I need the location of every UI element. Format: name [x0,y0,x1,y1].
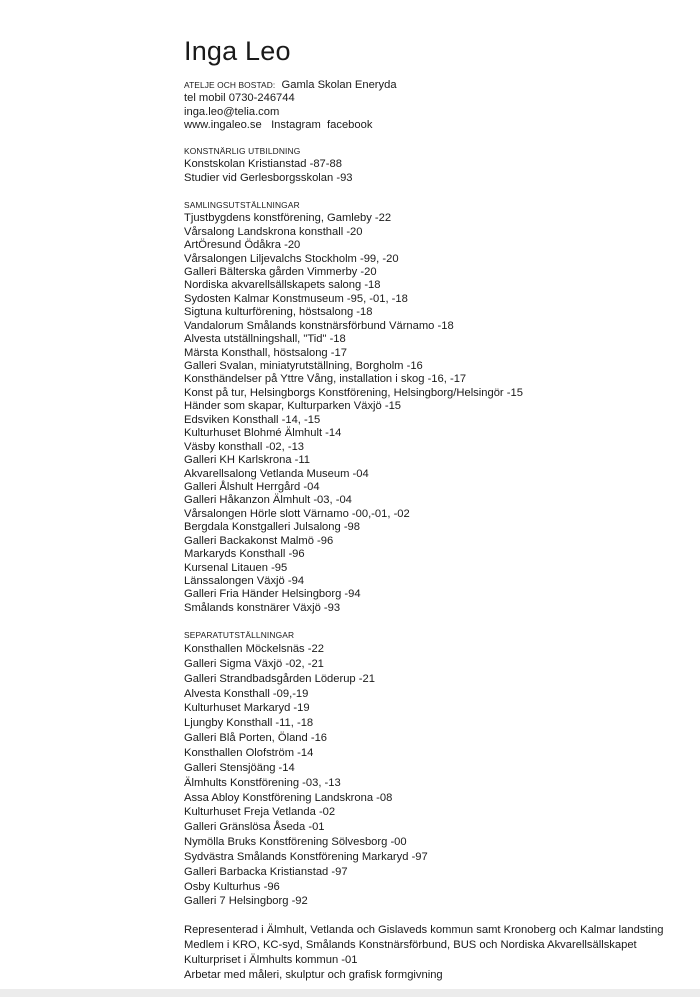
spacer [184,132,684,145]
education-heading: KONSTNÄRLIG UTBILDNING [184,146,301,157]
group-exhibitions-list [184,212,684,615]
page-bottom-edge [0,989,700,997]
list-item: Galleri 7 Helsingborg -92 [184,895,308,908]
list-item: Galleri Håkanzon Älmhult -03, -04 [184,494,352,507]
list-item: ArtÖresund Ödåkra -20 [184,239,301,252]
list-item: Markaryds Konsthall -96 [184,548,305,561]
list-item: Sigtuna kulturförening, höstsalong -18 [184,306,373,319]
website-link[interactable]: www.ingaleo.se [184,118,262,131]
cv-document [184,36,684,983]
list-item: Galleri Backakonst Malmö -96 [184,534,334,547]
list-item: Alvesta utställningshall, "Tid" -18 [184,333,346,346]
facebook-link[interactable]: facebook [327,118,373,131]
list-item: Sydosten Kalmar Konstmuseum -95, -01, -18 [184,292,408,305]
list-item: Studier vid Gerlesborgsskolan -93 [184,171,353,184]
artist-name: Inga Leo [184,36,291,66]
solo-exhibitions-list [184,642,684,909]
list-item: Märsta Konsthall, höstsalong -17 [184,346,347,359]
list-item: Kulturhuset Freja Vetlanda -02 [184,806,336,819]
list-item: Vandalorum Smålands konstnärsförbund Värnamo -18 [184,319,454,332]
list-item: Konsthallen Olofström -14 [184,747,314,760]
spacer [184,909,684,923]
list-item: Sydvästra Smålands Konstförening Markaryd -97 [184,850,428,863]
list-item: Vårsalong Landskrona konsthall -20 [184,225,363,238]
group-exhibitions-heading: SAMLINGSUTSTÄLLNINGAR [184,199,300,210]
list-item: Smålands konstnärer Växjö -93 [184,601,341,614]
email-link[interactable] [184,106,684,119]
spacer [184,615,684,629]
list-item: Kursenal Litauen -95 [184,561,288,574]
list-item: Nordiska akvarellsällskapets salong -18 [184,279,381,292]
membership-note: Medlem i KRO, KC-syd, Smålands Konstnärsförbund, BUS och Nordiska Akvarellsällskapet [184,938,637,951]
solo-exhibitions-heading: SEPARATUTSTÄLLNINGAR [184,629,295,640]
spacer [184,185,684,199]
list-item: Konstskolan Kristianstad -87-88 [184,158,342,171]
list-item: Bergdala Konstgalleri Julsalong -98 [184,521,361,534]
studio-label: ATELJE OCH BOSTAD: [184,80,276,90]
list-item: Galleri Sigma Växjö -02, -21 [184,657,324,670]
representation-note: Representerad i Älmhult, Vetlanda och Gislaveds kommun samt Kronoberg och Kalmar landsting [184,923,664,936]
list-item: Alvesta Konsthall -09,-19 [184,687,309,700]
summary-section [184,923,684,983]
list-item: Galleri Svalan, miniatyrutställning, Borgholm -16 [184,360,423,372]
list-item: Galleri Strandbadsgården Löderup -21 [184,672,375,685]
education-section [184,145,684,185]
list-item: Ljungby Konsthall -11, -18 [184,717,314,730]
list-item: Händer som skapar, Kulturparken Växjö -15 [184,400,402,413]
list-item: Galleri Ålshult Herrgård -04 [184,480,320,493]
instagram-link[interactable]: Instagram [271,118,321,131]
list-item: Edsviken Konsthall -14, -15 [184,413,321,426]
list-item: Galleri Bälterska gården Vimmerby -20 [184,265,377,278]
list-item: Akvarellsalong Vetlanda Museum -04 [184,467,369,480]
list-item: Tjustbygdens konstförening, Gamleby -22 [184,212,392,225]
list-item: Osby Kulturhus -96 [184,880,280,893]
solo-exhibitions-section [184,629,684,909]
list-item: Galleri Barbacka Kristianstad -97 [184,865,348,878]
contact-block [184,79,684,132]
studio-value: Gamla Skolan Eneryda [281,79,397,91]
list-item: Galleri KH Karlskrona -11 [184,454,311,467]
list-item: Länssalongen Växjö -94 [184,575,305,587]
list-item: Vårsalongen Liljevalchs Stockholm -99, -20 [184,252,399,265]
studio-address [184,79,684,92]
list-item: Galleri Gränslösa Åseda -01 [184,821,325,834]
list-item: Vårsalongen Hörle slott Värnamo -00,-01, -02 [184,507,410,520]
list-item: Nymölla Bruks Konstförening Sölvesborg -00 [184,836,407,849]
education-list [184,158,684,185]
list-item: Galleri Stensjöäng -14 [184,761,295,774]
list-item: Galleri Fria Händer Helsingborg -94 [184,588,361,601]
list-item: Kulturhuset Blohmé Älmhult -14 [184,427,342,440]
list-item: Kulturhuset Markaryd -19 [184,702,310,715]
award-note: Kulturpriset i Älmhults kommun -01 [184,953,358,966]
list-item: Galleri Blå Porten, Öland -16 [184,732,328,745]
group-exhibitions-section [184,199,684,615]
list-item: Älmhults Konstförening -03, -13 [184,776,341,789]
list-item: Assa Abloy Konstförening Landskrona -08 [184,791,393,804]
list-item: Konsthallen Möckelsnäs -22 [184,643,324,656]
list-item: Konst på tur, Helsingborgs Konstförening, Helsingborg/Helsingör -15 [184,386,523,399]
phone-number: tel mobil 0730-246744 [184,92,295,105]
email-address[interactable]: inga.leo@telia.com [184,105,280,118]
list-item: Konsthändelser på Yttre Vång, installation i skog -16, -17 [184,373,467,386]
list-item: Väsby konsthall -02, -13 [184,440,305,453]
practice-note: Arbetar med måleri, skulptur och grafisk formgivning [184,968,443,981]
web-links [184,119,684,132]
